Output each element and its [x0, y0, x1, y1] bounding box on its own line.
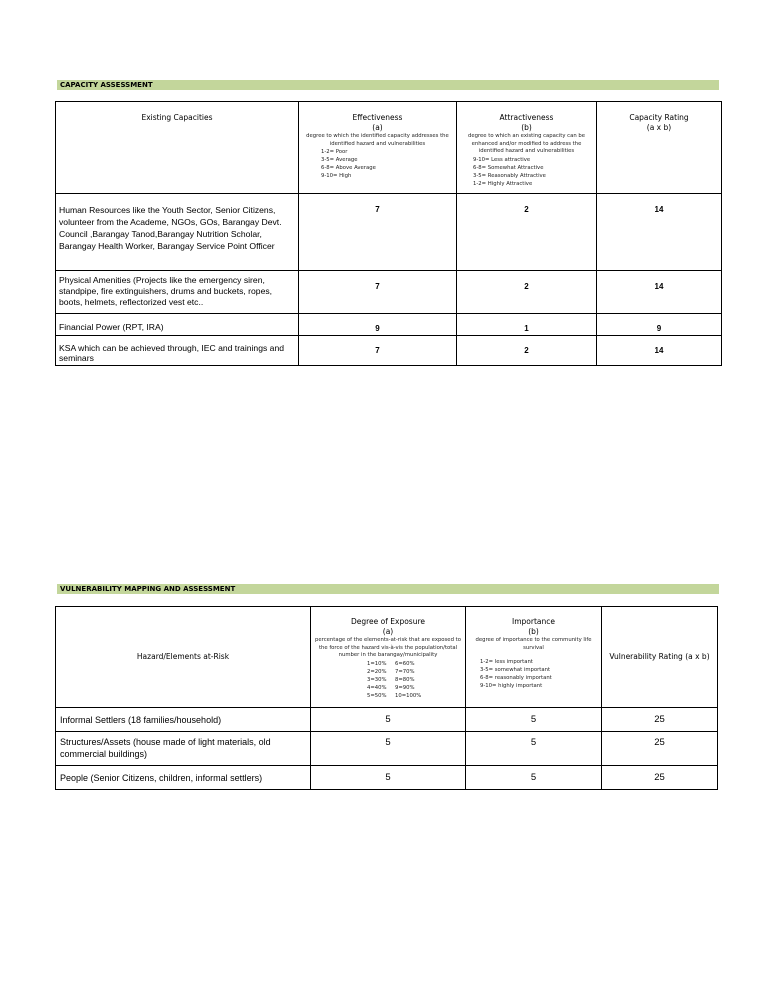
capacity-rating-title: Capacity Rating	[629, 113, 689, 122]
vulnerability-header-row	[56, 607, 718, 708]
vulnerability-row-element: People (Senior Citizens, children, informal settlers)	[60, 772, 263, 783]
effectiveness-desc: degree to which the identified capacity addresses the identified hazard and vulnerabilities	[306, 133, 449, 147]
attractiveness-scale-item: 6-8= Somewhat Attractive	[473, 164, 544, 171]
vulnerability-rating-title: Vulnerability Rating (a x b)	[609, 652, 710, 661]
importance-scale-item: 9-10= highly important	[480, 683, 543, 689]
importance-scale-item: 3-5= somewhat important	[480, 667, 551, 673]
capacity-section-title: CAPACITY ASSESSMENT	[57, 80, 719, 90]
capacity-row-effectiveness: 9	[375, 324, 380, 333]
attractiveness-scale-item: 1-2= Highly Attractive	[473, 180, 533, 187]
importance-title: Importance	[512, 617, 555, 626]
exposure-scale-item: 8=80%	[395, 676, 415, 683]
importance-scale-item: 1-2= less important	[480, 659, 533, 665]
exposure-scale-item: 3=30%	[367, 676, 387, 683]
importance-scale-item: 6-8= reasonably important	[480, 675, 552, 681]
capacity-row-rating: 14	[654, 205, 664, 214]
effectiveness-scale-item: 9-10= High	[321, 173, 352, 179]
vulnerability-row-rating: 25	[654, 737, 665, 748]
vulnerability-row-exposure: 5	[385, 737, 391, 748]
vulnerability-row-element: Structures/Assets (house made of light materials, old commercial buildings)	[60, 737, 271, 759]
vulnerability-row-importance: 5	[530, 714, 537, 725]
effectiveness-scale-item: 6-8= Above Average	[321, 165, 376, 171]
attractiveness-title: Attractiveness	[499, 113, 554, 122]
capacity-row-attractiveness: 2	[524, 282, 529, 291]
capacity-row-attractiveness: 2	[524, 205, 529, 214]
attractiveness-sub: (b)	[521, 123, 532, 132]
capacity-row-text: Financial Power (RPT, IRA)	[59, 322, 164, 332]
capacity-row	[56, 271, 722, 314]
capacity-row-effectiveness: 7	[375, 205, 380, 214]
exposure-desc: percentage of the elements-at-risk that are exposed to the force of the hazard vis-à-vis the population/total number in the barangay/municipality	[315, 637, 461, 658]
capacity-row-effectiveness: 7	[375, 282, 380, 291]
capacity-rating-header	[597, 102, 722, 194]
exposure-scale-item: 6=60%	[395, 660, 415, 667]
capacity-row-rating: 14	[654, 346, 664, 355]
exposure-scale-item: 7=70%	[395, 668, 415, 675]
importance-sub: (b)	[528, 627, 539, 636]
vulnerability-row	[56, 732, 718, 766]
capacity-row	[56, 336, 722, 366]
capacity-row-rating: 9	[656, 324, 662, 333]
attractiveness-header	[457, 102, 597, 194]
exposure-scale	[311, 660, 465, 700]
exposure-scale-item: 5=50%	[367, 692, 387, 699]
effectiveness-scale-item: 1-2= Poor	[321, 149, 348, 155]
existing-capacities-title: Existing Capacities	[141, 113, 213, 122]
effectiveness-scale-item: 3-5= Average	[321, 157, 358, 163]
effectiveness-title: Effectiveness	[352, 113, 403, 122]
exposure-scale-item: 1=10%	[367, 660, 387, 667]
vulnerability-row-rating: 25	[654, 772, 665, 783]
hazard-title: Hazard/Elements at-Risk	[136, 652, 230, 661]
effectiveness-header	[299, 102, 457, 194]
attractiveness-desc: degree to which an existing capacity can be enhanced and/or modified to address the identified hazard and vulnerabilities	[468, 133, 585, 154]
vulnerability-row-element: Informal Settlers (18 families/household)	[60, 714, 222, 725]
hazard-header	[56, 607, 311, 708]
vulnerability-row-importance: 5	[530, 737, 537, 748]
exposure-title: Degree of Exposure	[350, 617, 425, 626]
exposure-scale-item: 4=40%	[367, 684, 387, 691]
capacity-row-attractiveness: 2	[524, 346, 529, 355]
exposure-scale-item: 10=100%	[395, 692, 422, 699]
capacity-row-text: KSA which can be achieved through, IEC and trainings and seminars	[59, 343, 285, 363]
importance-desc: degree of importance to the community life survival	[475, 637, 592, 651]
capacity-row	[56, 314, 722, 336]
capacity-row-text: Human Resources like the Youth Sector, Senior Citizens, volunteer from the Academe, NGOs, GOs, Barangay Devt. Council ,Barangay Tanod,Barangay Nutrition Scholar, Barangay Health Worker, Barangay Service Point Officer	[59, 205, 282, 251]
vulnerability-row-importance: 5	[530, 772, 537, 783]
attractiveness-scale-item: 9-10= Less attractive	[473, 156, 531, 163]
capacity-table	[55, 101, 722, 366]
vulnerability-row	[56, 708, 718, 732]
exposure-sub: (a)	[382, 627, 394, 636]
exposure-header	[311, 607, 466, 708]
vulnerability-rating-header	[602, 607, 718, 708]
capacity-header-row	[56, 102, 722, 194]
exposure-scale-item: 9=90%	[395, 684, 415, 691]
capacity-row-text: Physical Amenities (Projects like the emergency siren, standpipe, fire extinguishers, drums and buckets, ropes, boots, helmets, reflectorized vest etc..	[59, 275, 273, 307]
vulnerability-row-exposure: 5	[385, 772, 391, 783]
vulnerability-row-exposure: 5	[385, 714, 391, 725]
vulnerability-table	[55, 606, 718, 790]
existing-capacities-header	[56, 102, 299, 194]
capacity-row-rating: 14	[654, 282, 664, 291]
vulnerability-row	[56, 766, 718, 790]
vulnerability-section-title: VULNERABILITY MAPPING AND ASSESSMENT	[57, 584, 719, 594]
effectiveness-sub: (a)	[372, 123, 383, 132]
capacity-row	[56, 194, 722, 271]
attractiveness-scale-item: 3-5= Reasonably Attractive	[473, 172, 546, 179]
capacity-rating-sub: (a x b)	[646, 123, 672, 132]
vulnerability-row-rating: 25	[654, 714, 665, 725]
importance-header	[466, 607, 602, 708]
exposure-scale-item: 2=20%	[367, 668, 387, 675]
capacity-row-effectiveness: 7	[375, 346, 380, 355]
capacity-row-attractiveness: 1	[524, 324, 529, 333]
